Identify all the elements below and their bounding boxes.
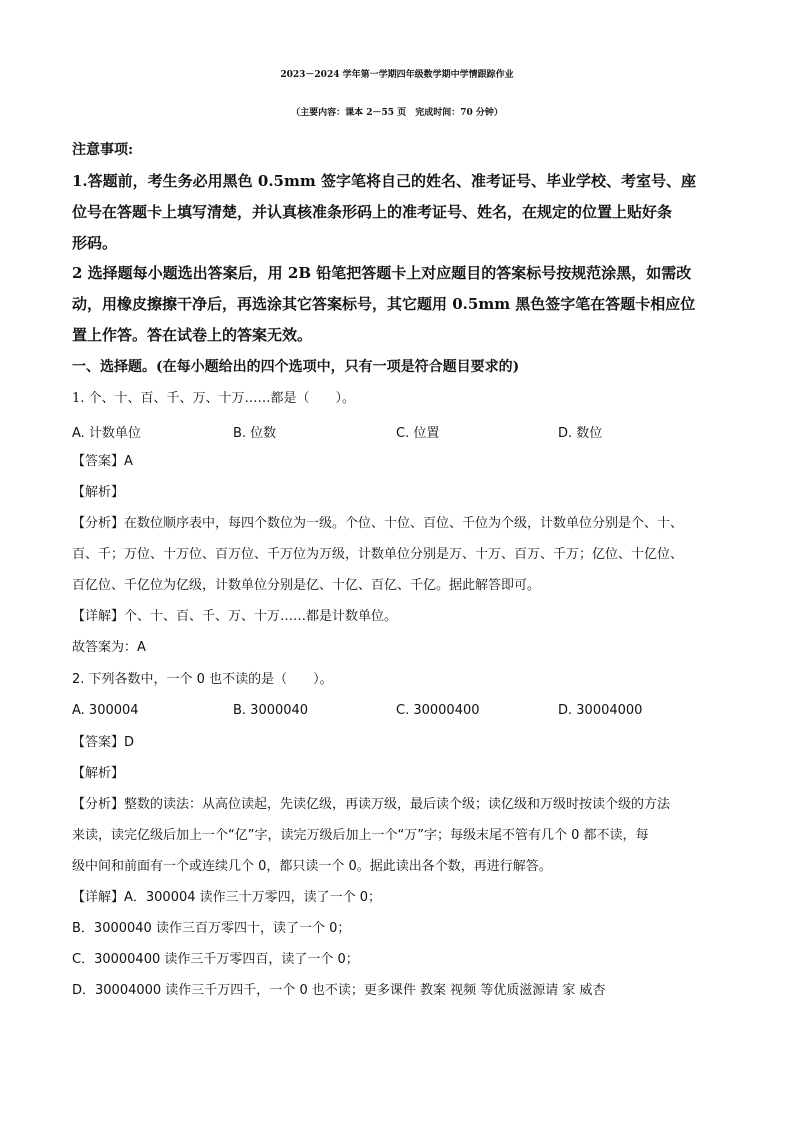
q2-stem: 2. 下列各数中，一个 0 也不读的是（ ）。: [72, 672, 333, 687]
notice-item1-line3: 形码。: [72, 234, 118, 252]
q1-option-b: B. 位数: [233, 426, 277, 441]
page-title: 2023－2024 学年第一学期四年级数学期中学情跟踪作业: [280, 70, 514, 80]
q1-option-c: C. 位置: [396, 426, 440, 441]
q2-analysis-line2: 来读，读完亿级后加上一个“亿”字，读完万级后加上一个“万”字；每级末尾不管有几个 0 都不读，每: [72, 828, 649, 843]
q2-analysis-line3: 级中间和前面有一个或连续几个 0，都只读一个 0。据此读出各个数，再进行解答。: [72, 859, 552, 874]
q2-option-c: C. 30000400: [396, 703, 480, 718]
q2-detail-a: 【详解】A．300004 读作三十万零四，读了一个 0；: [72, 890, 382, 905]
q1-analysis-line2: 百、千；万位、十万位、百万位、千万位为万级，计数单位分别是万、十万、百万、千万；亿位、十亿位、: [72, 547, 684, 562]
q2-detail-c: C．30000400 读作三千万零四百，读了一个 0；: [72, 952, 359, 967]
q1-option-d: D. 数位: [558, 426, 603, 441]
page-subtitle: （主要内容：课本 2－55 页 完成时间：70 分钟）: [291, 108, 503, 118]
q2-answer: 【答案】D: [72, 735, 135, 750]
q2-analysis-line1: 【分析】整数的读法：从高位读起，先读亿级，再读万级，最后读个级；读亿级和万级时按读个级的方法: [72, 797, 671, 812]
notice-item2-line2: 动，用橡皮擦擦干净后，再选涂其它答案标号，其它题用 0.5mm 黑色签字笔在答题卡相应位: [72, 295, 696, 313]
q2-option-b: B. 3000040: [233, 703, 309, 718]
q1-analysis-line1: 【分析】在数位顺序表中，每四个数位为一级。个位、十位、百位、千位为个级，计数单位分别是个、十、: [72, 516, 684, 531]
section-heading: 一、选择题。(在每小题给出的四个选项中，只有一项是符合题目要求的): [72, 359, 520, 375]
q2-analysis-tag: 【解析】: [72, 766, 125, 781]
q2-option-d: D. 30004000: [558, 703, 643, 718]
q1-answer: 【答案】A: [72, 454, 133, 469]
notice-item2-line3: 置上作答。答在试卷上的答案无效。: [72, 326, 313, 344]
notice-item1-line2: 位号在答题卡上填写清楚，并认真核准条形码上的准考证号、姓名，在规定的位置上贴好条: [72, 203, 673, 221]
q1-analysis-tag: 【解析】: [72, 485, 125, 500]
q1-option-a: A. 计数单位: [72, 426, 141, 441]
q1-stem: 1. 个、十、百、千、万、十万……都是（ ）。: [72, 391, 356, 406]
q1-detail: 【详解】个、十、百、千、万、十万……都是计数单位。: [72, 609, 398, 624]
q2-option-a: A. 300004: [72, 703, 139, 718]
notice-item1-line1: 1.答题前，考生务必用黑色 0.5mm 签字笔将自己的姓名、准考证号、毕业学校、考室号、座: [72, 172, 696, 190]
notice-item2-line1: 2 选择题每小题选出答案后，用 2B 铅笔把答题卡上对应题目的答案标号按规范涂黑，如需改: [72, 264, 692, 282]
q2-detail-d: D．30004000 读作三千万四千，一个 0 也不读；更多课件 教案 视频 等优质滋源请 家 威杏: [72, 983, 606, 998]
q1-conclusion: 故答案为：A: [72, 640, 146, 655]
q1-analysis-line3: 百亿位、千亿位为亿级，计数单位分别是亿、十亿、百亿、千亿。据此解答即可。: [72, 578, 541, 593]
notice-heading: 注意事项:: [72, 142, 134, 158]
q2-detail-b: B．3000040 读作三百万零四十，读了一个 0；: [72, 921, 351, 936]
